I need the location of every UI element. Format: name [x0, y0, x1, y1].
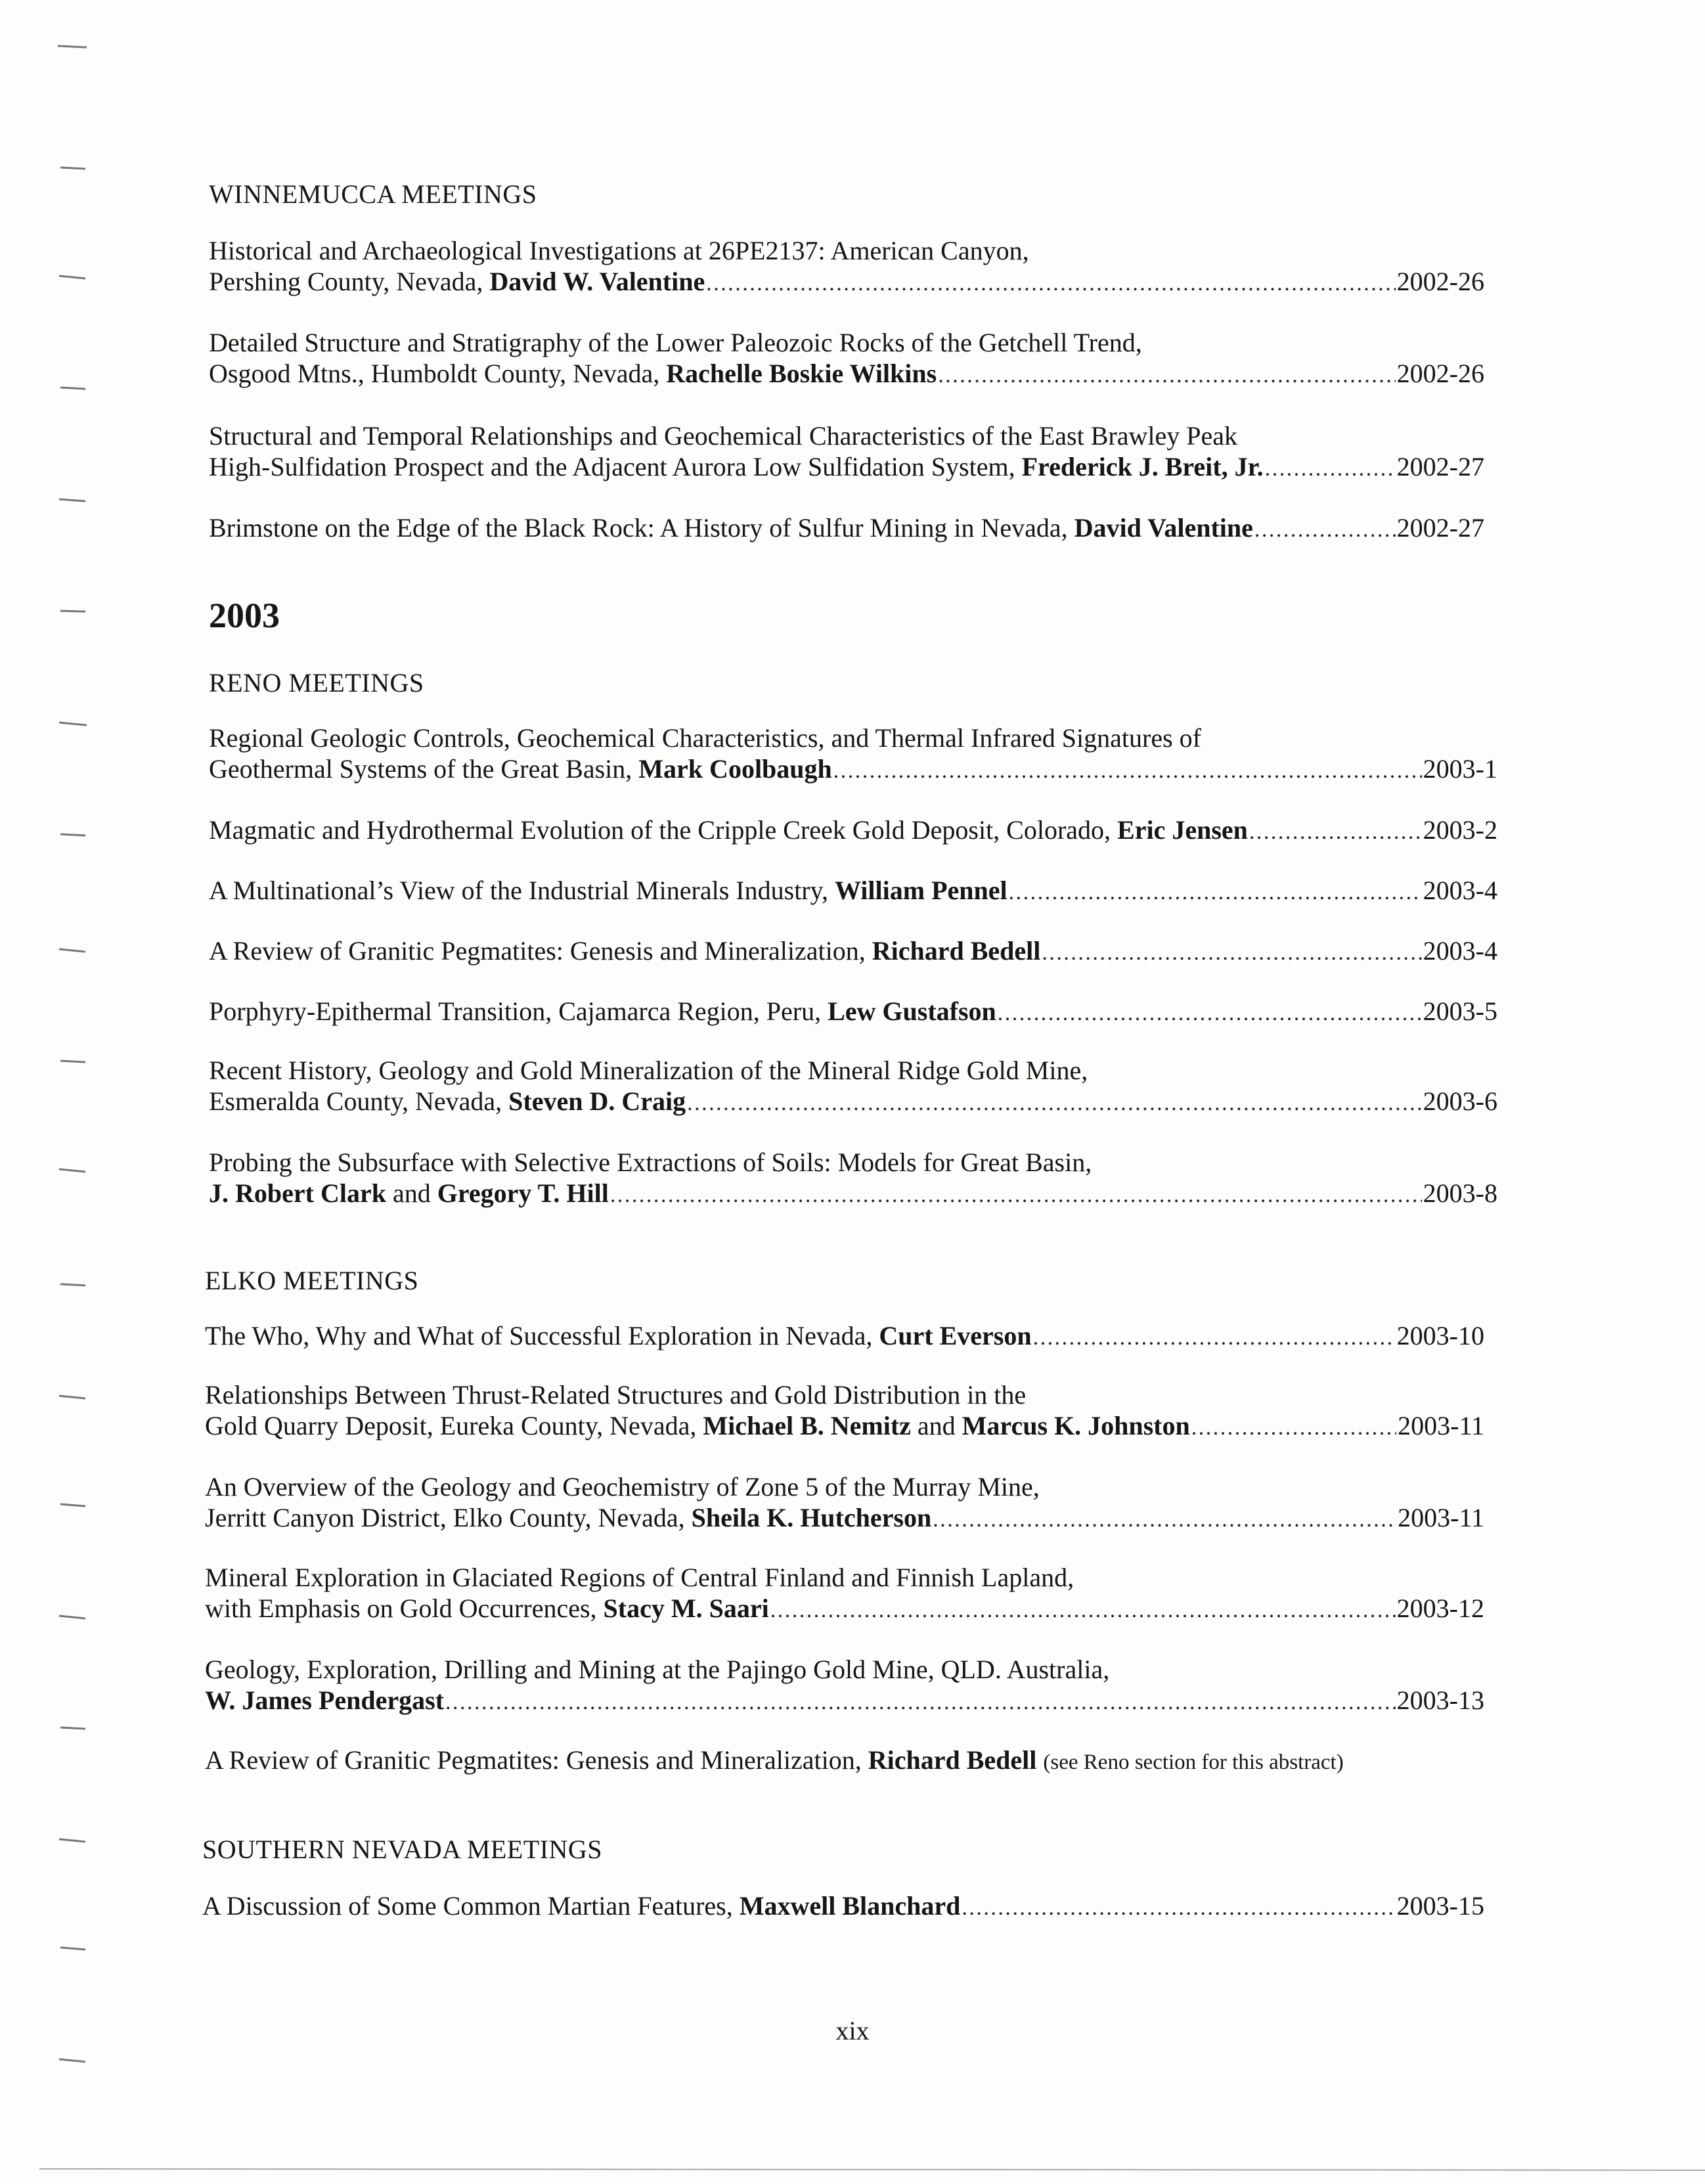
dot-leader	[1033, 1322, 1396, 1353]
entry-title: A Discussion of Some Common Martian Features,	[202, 1891, 740, 1921]
entry-author-2: Gregory T. Hill	[437, 1178, 609, 1208]
entry-title-cont: Gold Quarry Deposit, Eureka County, Nevada,	[205, 1411, 703, 1440]
entry-author: Michael B. Nemitz	[703, 1411, 911, 1440]
dot-leader	[833, 755, 1422, 786]
entry-author: Mark Coolbaugh	[638, 754, 832, 784]
entry-page-number: 2002-27	[1396, 513, 1484, 543]
entry-w1	[209, 235, 1484, 299]
entry-page-number: 2003-4	[1423, 936, 1497, 966]
entry-author: Richard Bedell	[872, 936, 1041, 966]
dot-leader	[962, 1892, 1395, 1923]
entry-conjunction: and	[386, 1178, 437, 1208]
entry-title-line: Recent History, Geology and Gold Mineralization of the Mineral Ridge Gold Mine,	[209, 1056, 1088, 1085]
dot-leader	[1265, 453, 1396, 484]
entry-page-number: 2003-4	[1423, 876, 1497, 905]
entry-w3	[209, 420, 1484, 484]
entry-title-cont: Jerritt Canyon District, Elko County, Nevada,	[205, 1503, 692, 1532]
entry-title: Magmatic and Hydrothermal Evolution of the Cripple Creek Gold Deposit, Colorado,	[209, 815, 1118, 845]
entry-author: William Pennel	[835, 876, 1008, 905]
entry-page-number: 2003-12	[1396, 1593, 1484, 1623]
entry-author: Rachelle Boskie Wilkins	[666, 359, 937, 388]
entry-author: Sheila K. Hutcherson	[691, 1503, 932, 1532]
dot-leader	[706, 268, 1395, 299]
entry-author: Lew Gustafson	[828, 996, 996, 1026]
year-heading: 2003	[209, 596, 280, 635]
entry-page-number: 2003-11	[1398, 1503, 1484, 1532]
entry-page-number: 2002-26	[1396, 267, 1484, 296]
entry-r2	[209, 814, 1497, 847]
entry-author: Curt Everson	[879, 1321, 1032, 1350]
entry-title: A Review of Granitic Pegmatites: Genesis and Mineralization,	[209, 936, 872, 966]
entry-r3	[209, 875, 1497, 908]
dot-leader	[445, 1687, 1396, 1718]
dot-leader	[933, 1504, 1396, 1535]
entry-e6	[205, 1745, 1512, 1778]
entry-author: Stacy M. Saari	[603, 1593, 769, 1623]
entry-r5	[209, 996, 1497, 1029]
entry-page-number: 2003-8	[1423, 1178, 1497, 1208]
entry-author: W. James Pendergast	[205, 1685, 445, 1715]
entry-e5	[205, 1654, 1484, 1718]
page-folio: xix	[835, 2016, 870, 2045]
entry-title-line: Relationships Between Thrust-Related Structures and Gold Distribution in the	[205, 1380, 1027, 1410]
dot-leader	[998, 998, 1422, 1029]
entry-e2	[205, 1379, 1484, 1443]
entry-author: J. Robert Clark	[209, 1178, 386, 1208]
dot-leader	[610, 1180, 1422, 1211]
dot-leader	[1009, 877, 1422, 908]
entry-r1	[209, 723, 1497, 786]
entry-title-cont: Geothermal Systems of the Great Basin,	[209, 754, 639, 784]
entry-author: Frederick J. Breit, Jr.	[1021, 452, 1264, 481]
entry-s1	[202, 1890, 1484, 1923]
entry-e4	[205, 1562, 1484, 1626]
entry-title-line: Detailed Structure and Stratigraphy of the Lower Paleozoic Rocks of the Getchell Trend,	[209, 328, 1142, 357]
entry-author: Eric Jensen	[1117, 815, 1248, 845]
entry-title-cont: with Emphasis on Gold Occurrences,	[205, 1593, 604, 1623]
entry-w2	[209, 327, 1484, 391]
entry-conjunction: and	[910, 1411, 962, 1440]
entry-title-line: Probing the Subsurface with Selective Extractions of Soils: Models for Great Basin,	[209, 1148, 1092, 1177]
section-heading-southern-nevada: SOUTHERN NEVADA MEETINGS	[202, 1835, 603, 1864]
dot-leader	[770, 1595, 1396, 1626]
entry-title-line: Regional Geologic Controls, Geochemical Characteristics, and Thermal Infrared Signatures of	[209, 723, 1201, 753]
entry-author: Maxwell Blanchard	[739, 1891, 961, 1921]
entry-r4	[209, 935, 1497, 968]
entry-title-line: Geology, Exploration, Drilling and Mining at the Pajingo Gold Mine, QLD. Australia,	[205, 1655, 1110, 1684]
entry-title-line: Structural and Temporal Relationships and Geochemical Characteristics of the East Brawley Peak	[209, 421, 1237, 451]
entry-page-number: 2003-6	[1423, 1086, 1497, 1116]
entry-e1	[205, 1320, 1484, 1353]
entry-r6	[209, 1055, 1497, 1119]
entry-page-number: 2003-1	[1423, 754, 1497, 784]
entry-page-number: 2002-26	[1396, 359, 1484, 388]
entry-title-line: Historical and Archaeological Investigations at 26PE2137: American Canyon,	[209, 236, 1029, 265]
entry-note: (see Reno section for this abstract)	[1043, 1750, 1344, 1774]
section-heading-elko: ELKO MEETINGS	[205, 1266, 419, 1295]
entry-r7	[209, 1147, 1497, 1211]
entry-title: Brimstone on the Edge of the Black Rock: A History of Sulfur Mining in Nevada,	[209, 513, 1074, 543]
entry-title: The Who, Why and What of Successful Exploration in Nevada,	[205, 1321, 879, 1350]
entry-author: Richard Bedell	[868, 1745, 1037, 1775]
entry-author: David W. Valentine	[489, 267, 705, 296]
entry-title-cont: Esmeralda County, Nevada,	[209, 1086, 509, 1116]
entry-title-line: Mineral Exploration in Glaciated Regions of Central Finland and Finnish Lapland,	[205, 1563, 1074, 1592]
section-heading-winnemucca: WINNEMUCCA MEETINGS	[209, 179, 537, 209]
entry-e3	[205, 1471, 1484, 1535]
entry-title-cont: Pershing County, Nevada,	[209, 267, 490, 296]
entry-w4	[209, 512, 1484, 545]
entry-page-number: 2003-5	[1423, 996, 1497, 1026]
entry-title-cont: Osgood Mtns., Humboldt County, Nevada,	[209, 359, 667, 388]
entry-page-number: 2003-11	[1398, 1411, 1484, 1440]
dot-leader	[1249, 816, 1422, 847]
dot-leader	[1191, 1412, 1396, 1443]
entry-title: A Review of Granitic Pegmatites: Genesis and Mineralization,	[205, 1745, 868, 1775]
entry-author-2: Marcus K. Johnston	[962, 1411, 1190, 1440]
entry-page-number: 2003-15	[1396, 1891, 1484, 1921]
entry-page-number: 2002-27	[1396, 452, 1484, 481]
entry-title-line: An Overview of the Geology and Geochemistry of Zone 5 of the Murray Mine,	[205, 1472, 1040, 1502]
dot-leader	[1042, 937, 1421, 968]
entry-title-cont: High-Sulfidation Prospect and the Adjacent Aurora Low Sulfidation System,	[209, 452, 1022, 481]
entry-title: A Multinational’s View of the Industrial Minerals Industry,	[209, 876, 835, 905]
entry-author: David Valentine	[1074, 513, 1253, 543]
entry-page-number: 2003-10	[1396, 1321, 1484, 1350]
dot-leader	[687, 1088, 1422, 1119]
entry-author: Steven D. Craig	[508, 1086, 686, 1116]
section-heading-reno: RENO MEETINGS	[209, 668, 424, 698]
dot-leader	[938, 360, 1395, 391]
entry-page-number: 2003-13	[1396, 1685, 1484, 1715]
entry-title: Porphyry-Epithermal Transition, Cajamarca Region, Peru,	[209, 996, 828, 1026]
dot-leader	[1254, 514, 1396, 545]
entry-page-number: 2003-2	[1423, 815, 1497, 845]
